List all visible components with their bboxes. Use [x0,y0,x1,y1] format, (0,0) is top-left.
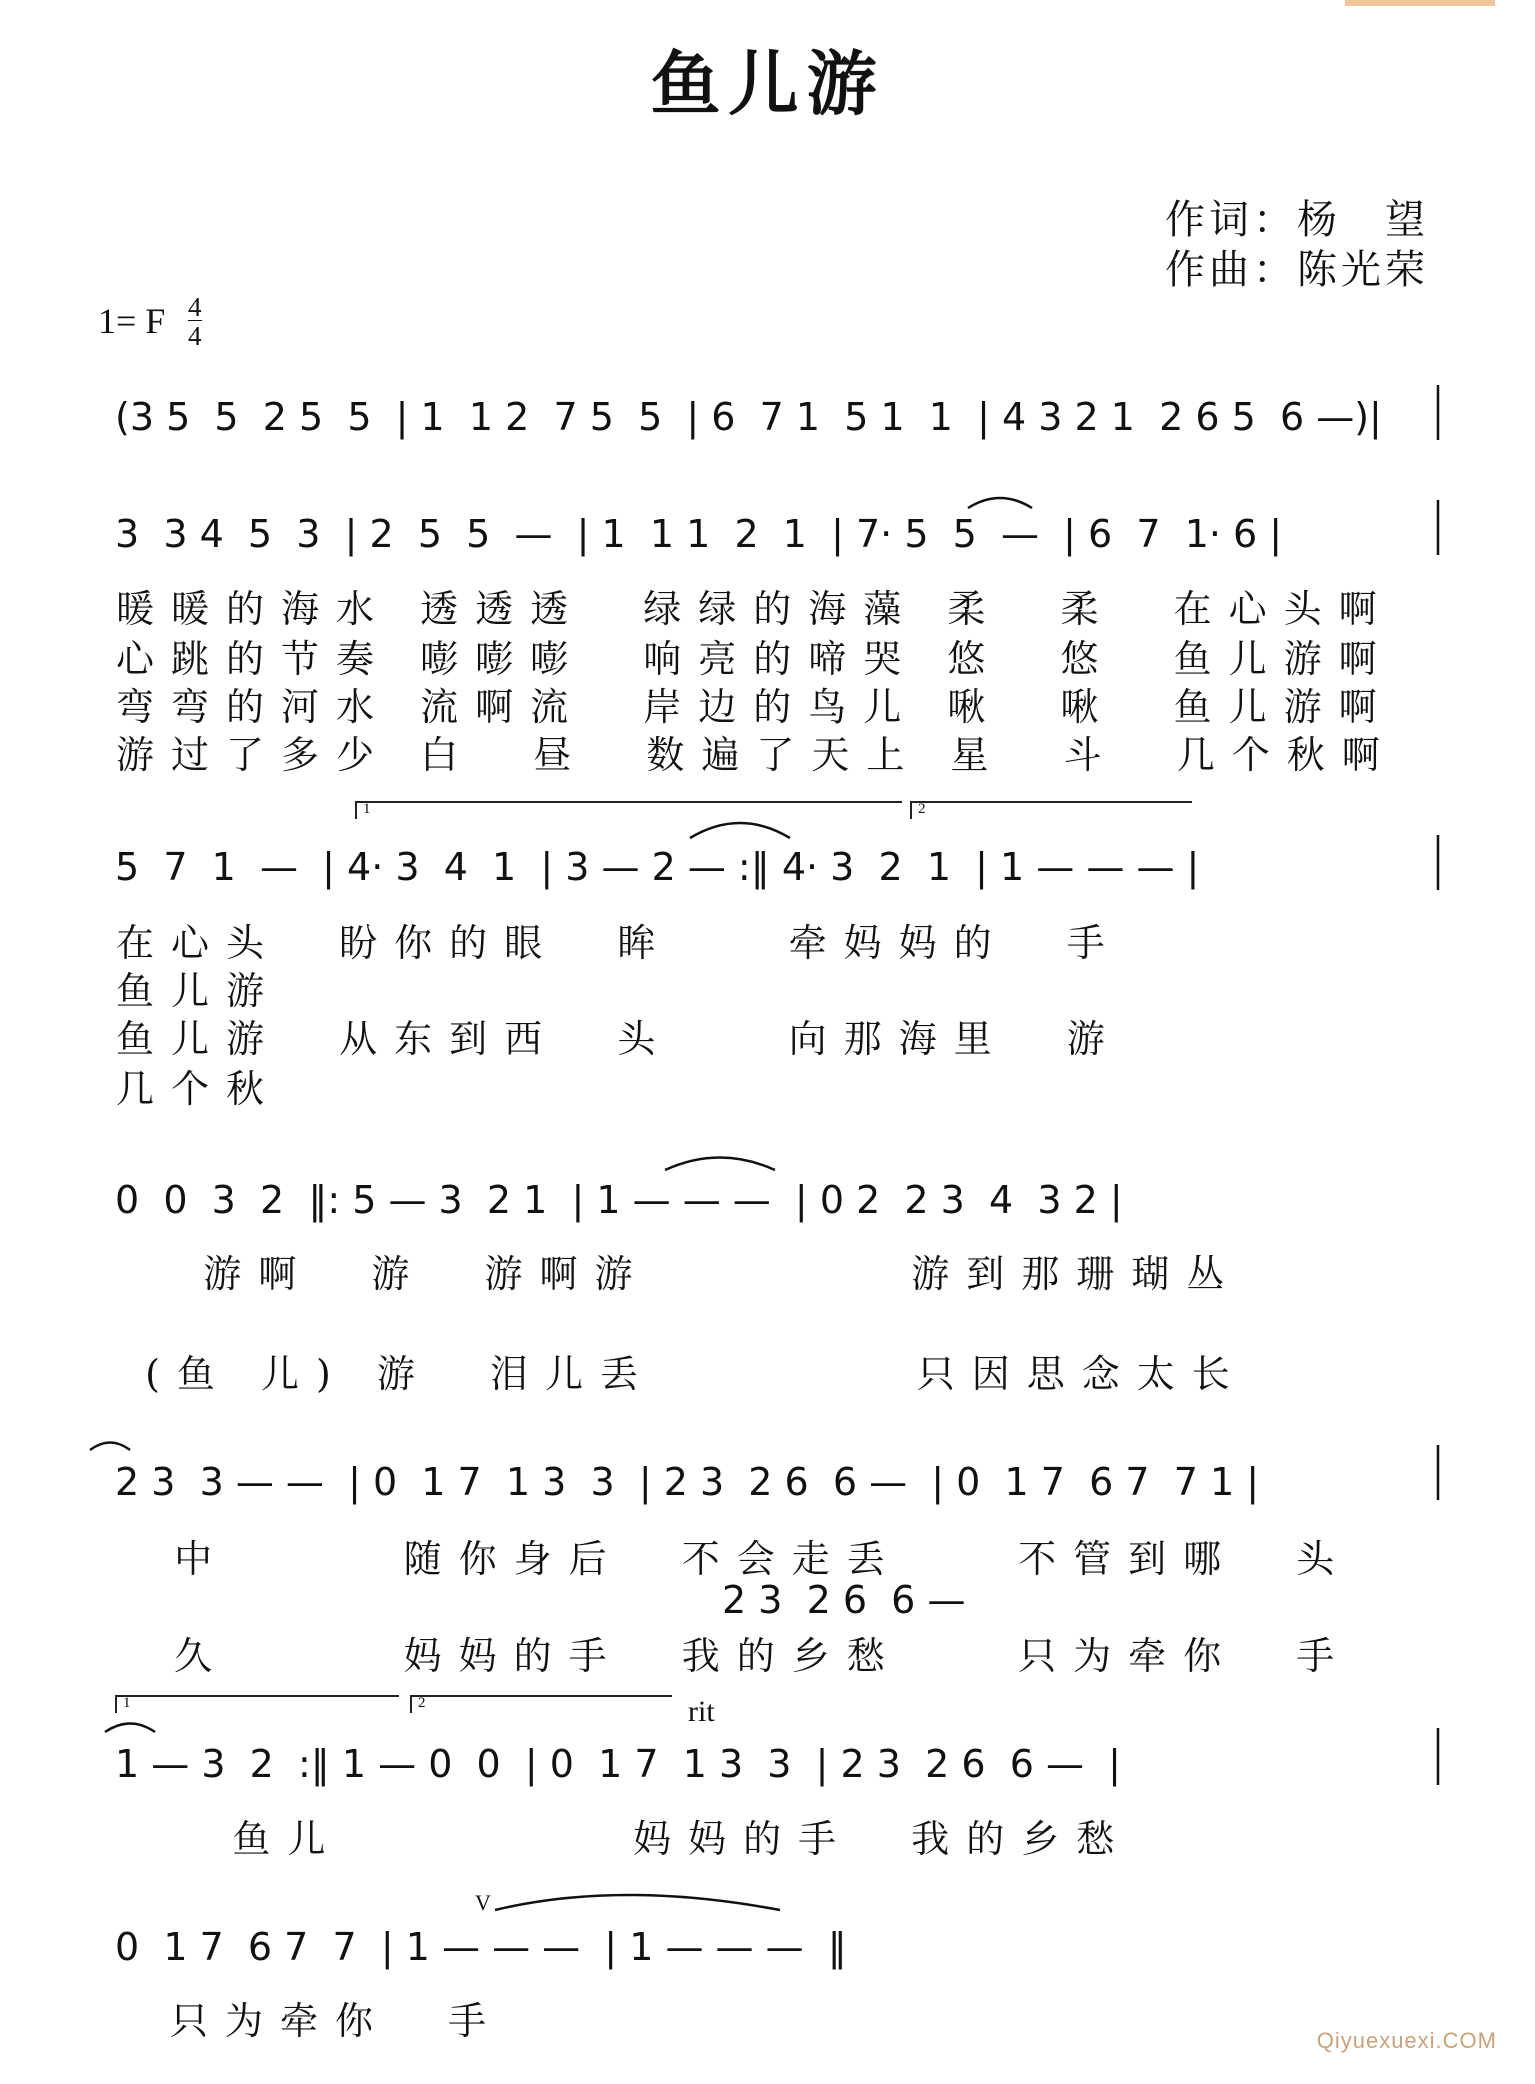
watermark: Qiyuexuexi.COM [1316,2028,1497,2053]
lyric-line-2-verse-4: 几个秋 [116,1067,282,1111]
lyric-line-5: 鱼儿 妈妈的手 我的乡愁 [116,1817,1132,1861]
slur [690,823,790,838]
notation-line-intro: (3 5 5 2 5 5 | 1 1 2 7 5 5 | 6 7 1 5 1 1 | 4 3 2 1 2 6 5 6 —)| [115,395,1382,439]
notation-alternate: 2 3 2 6 6 — [722,1578,966,1622]
first-ending-bracket-2: 1 [115,1695,399,1713]
song-title: 鱼儿游 [650,42,885,125]
key-signature: 1= F [98,301,166,341]
lyric-line-4-verse-1: 中 随你身后 不会走丢 不管到哪 头 [116,1537,1352,1581]
slur [665,1158,775,1171]
composer-credit: 作曲：陈光荣 [1165,247,1429,293]
lyric-line-2-verse-1: 在心头 盼你的眼 眸 牵妈妈的 手 [116,921,1122,965]
slur [105,1724,155,1733]
lyric-line-4-verse-2: 久 妈妈的手 我的乡愁 只为牵你 手 [116,1634,1352,1678]
slur [968,498,1032,508]
time-signature-top: 4 [188,292,202,322]
lyricist-credit: 作词：杨 望 [1165,197,1429,243]
slur [495,1895,780,1910]
notation-line-5: 1 — 3 2 :‖ 1 — 0 0 | 0 1 7 1 3 3 | 2 3 2 6 6 — | [115,1742,1121,1786]
lyric-line-1-verse-2: 心跳的节奏 嘭嘭嘭 响亮的啼哭 悠 悠 鱼儿游啊 [116,637,1394,681]
breath-mark: V [475,1890,491,1915]
second-ending-bracket: 2 [910,801,1192,819]
lyric-line-1-verse-4: 游过了多少 白 昼 数遍了天上 星 斗 几个秋啊 [116,733,1397,777]
notation-line-2: 5 7 1 — | 4· 3 4 1 | 3 — 2 — :‖ 4· 3 2 1 | 1 — — — | [115,845,1200,889]
lyric-line-2-verse-2: 鱼儿游 [116,969,282,1013]
slur [90,1443,130,1451]
lyric-line-3-verse-1: 游啊 游 游啊游 游到那珊瑚丛 [116,1252,1242,1296]
notation-line-3: 0 0 3 2 ‖: 5 — 3 2 1 | 1 — — — | 0 2 2 3 4 3 2 | [115,1178,1123,1222]
lyric-line-1-verse-1: 暖暖的海水 透透透 绿绿的海藻 柔 柔 在心头啊 [116,587,1394,631]
lyric-line-3-verse-2: (鱼 儿) 游 泪儿丢 只因思念太长 [116,1352,1247,1396]
ritardando-mark: rit [688,1695,715,1728]
lyric-line-2-verse-3: 鱼儿游 从东到西 头 向那海里 游 [116,1017,1122,1061]
first-ending-bracket: 1 [355,801,902,819]
second-ending-bracket-2: 2 [410,1695,672,1713]
lyric-line-6: 只为牵你 手 [170,1999,504,2043]
notation-line-4: 2 3 3 — — | 0 1 7 1 3 3 | 2 3 2 6 6 — | 0 1 7 6 7 7 1 | [115,1460,1260,1504]
lyric-line-1-verse-3: 弯弯的河水 流啊流 岸边的鸟儿 啾 啾 鱼儿游啊 [116,685,1394,729]
notation-line-6: 0 1 7 6 7 7 | 1 — — — | 1 — — — ‖ [115,1925,847,1969]
notation-line-1: 3 3 4 5 3 | 2 5 5 — | 1 1 1 2 1 | 7· 5 5 — | 6 7 1· 6 | [115,512,1283,556]
time-signature-bottom: 4 [188,321,202,351]
